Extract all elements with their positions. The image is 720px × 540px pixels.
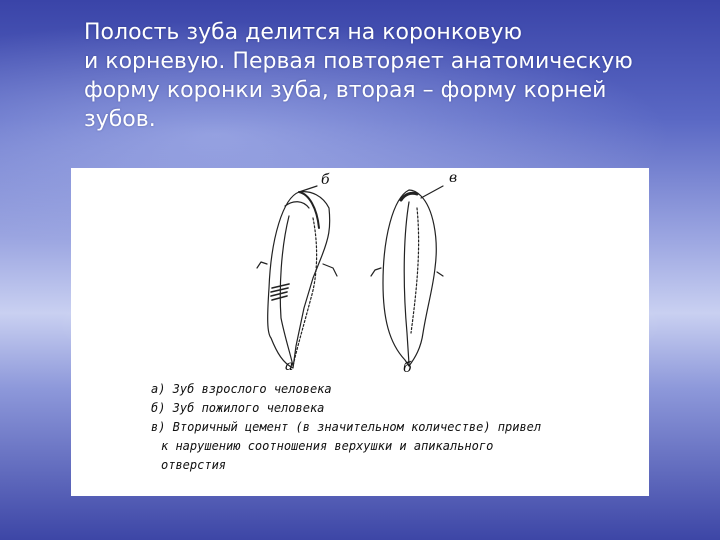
text-line: Полость зуба делится на коронковую: [84, 20, 523, 45]
label-b-bottom: б: [403, 360, 412, 376]
tooth-elderly: [371, 186, 443, 366]
label-b-top: б: [321, 172, 330, 188]
caption-line: а) Зуб взрослого человека: [151, 382, 332, 396]
caption-line: б) Зуб пожилого человека: [151, 401, 325, 415]
label-v-top: в: [449, 170, 458, 186]
text-line: форму коронки зуба, вторая – форму корней: [84, 78, 607, 103]
tooth-adult: [257, 192, 337, 368]
slide-body-text: [84, 18, 704, 134]
caption-line: отверстия: [161, 458, 227, 472]
text-line: и корневую. Первая повторяет анатомическую: [84, 49, 633, 74]
caption-line: к нарушению соотношения верхушки и апикального: [161, 439, 494, 453]
text-line: зубов.: [84, 107, 156, 132]
caption-line: в) Вторичный цемент (в значительном количестве) привел: [151, 420, 542, 434]
label-a-bottom: а: [285, 358, 294, 374]
tooth-illustration: [71, 168, 649, 496]
figure-caption: [151, 380, 641, 475]
